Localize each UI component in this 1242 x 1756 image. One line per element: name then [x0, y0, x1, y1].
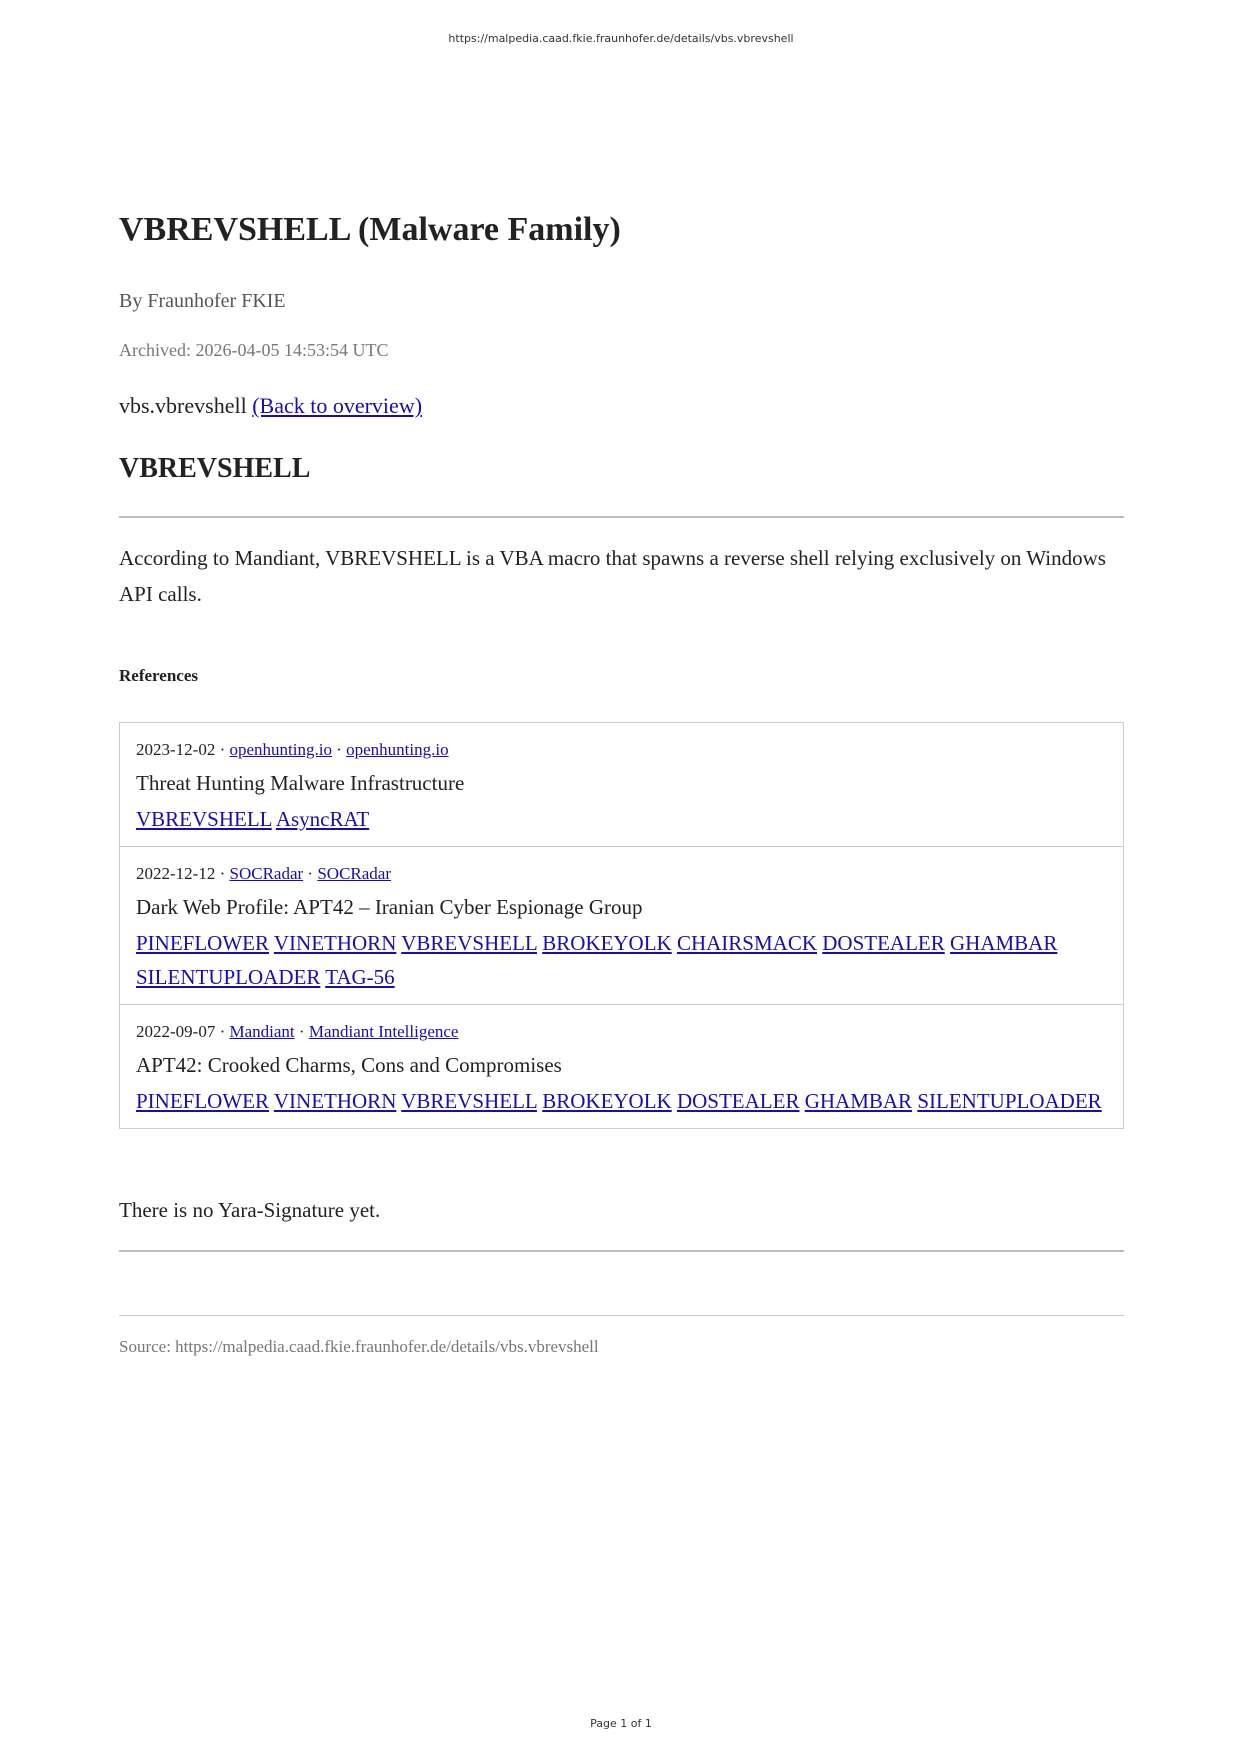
tag-link[interactable]: TAG-56	[325, 965, 395, 989]
back-to-overview-link[interactable]: (Back to overview)	[252, 393, 423, 418]
reference-row	[120, 723, 1123, 846]
tag-link[interactable]: VINETHORN	[273, 1089, 397, 1113]
reference-row	[120, 1004, 1123, 1128]
reference-meta	[136, 739, 1107, 761]
no-yara-notice: There is no Yara-Signature yet.	[119, 1198, 381, 1222]
reference-title: APT42: Crooked Charms, Cons and Compromises	[136, 1053, 562, 1077]
reference-date: 2022-09-07	[136, 1022, 216, 1041]
tag-link[interactable]: BROKEYOLK	[542, 1089, 672, 1113]
reference-date: 2022-12-12	[136, 864, 216, 883]
reference-tags	[136, 802, 1107, 836]
separator-dot: ·	[219, 740, 230, 759]
reference-author-link[interactable]: SOCRadar	[317, 864, 392, 883]
description: According to Mandiant, VBREVSHELL is a VBA macro that spawns a reverse shell relying exclusively on Windows API calls.	[119, 546, 1106, 606]
separator-dot: ·	[298, 1022, 309, 1041]
tag-link[interactable]: DOSTEALER	[822, 931, 945, 955]
reference-title: Threat Hunting Malware Infrastructure	[136, 771, 465, 795]
tag-link[interactable]: VBREVSHELL	[401, 1089, 537, 1113]
divider	[119, 516, 1124, 518]
separator-dot: ·	[307, 864, 318, 883]
tag-link[interactable]: CHAIRSMACK	[676, 931, 817, 955]
separator-dot: ·	[336, 740, 347, 759]
tag-link[interactable]: AsyncRAT	[275, 807, 370, 831]
page-title: VBREVSHELL (Malware Family)	[119, 211, 621, 248]
reference-tags	[136, 1084, 1107, 1118]
divider	[119, 1250, 1124, 1252]
tag-link[interactable]: BROKEYOLK	[542, 931, 672, 955]
reference-org-link[interactable]: Mandiant	[229, 1022, 295, 1041]
references-heading: References	[119, 666, 198, 685]
reference-meta	[136, 863, 1107, 885]
tag-link[interactable]: GHAMBAR	[950, 931, 1058, 955]
divider	[119, 1315, 1124, 1316]
references-table	[119, 722, 1124, 1129]
reference-row	[120, 846, 1123, 1004]
tag-link[interactable]: GHAMBAR	[804, 1089, 913, 1113]
reference-tags	[136, 926, 1107, 994]
tag-link[interactable]: DOSTEALER	[676, 1089, 800, 1113]
separator-dot: ·	[219, 1022, 230, 1041]
reference-meta	[136, 1021, 1107, 1043]
tag-link[interactable]: VBREVSHELL	[136, 807, 272, 831]
source-line: Source: https://malpedia.caad.fkie.fraunhofer.de/details/vbs.vbrevshell	[119, 1337, 599, 1356]
tag-link[interactable]: VINETHORN	[273, 931, 397, 955]
reference-org-link[interactable]: SOCRadar	[229, 864, 304, 883]
byline: By Fraunhofer FKIE	[119, 290, 286, 312]
reference-org-link[interactable]: openhunting.io	[229, 740, 332, 759]
archived-timestamp: Archived: 2026-04-05 14:53:54 UTC	[119, 340, 389, 360]
reference-author-link[interactable]: openhunting.io	[346, 740, 449, 759]
tag-link[interactable]: SILENTUPLOADER	[136, 965, 321, 989]
tag-link[interactable]: PINEFLOWER	[136, 1089, 269, 1113]
tag-link[interactable]: PINEFLOWER	[136, 931, 269, 955]
tag-link[interactable]: VBREVSHELL	[401, 931, 537, 955]
family-id: vbs.vbrevshell	[119, 393, 247, 418]
tag-link[interactable]: SILENTUPLOADER	[917, 1089, 1102, 1113]
separator-dot: ·	[219, 864, 230, 883]
page-number: Page 1 of 1	[590, 1717, 652, 1730]
reference-date: 2023-12-02	[136, 740, 216, 759]
family-id-line	[119, 392, 422, 420]
reference-author-link[interactable]: Mandiant Intelligence	[308, 1022, 459, 1041]
reference-title: Dark Web Profile: APT42 – Iranian Cyber Espionage Group	[136, 895, 643, 919]
section-title: VBREVSHELL	[119, 453, 311, 484]
print-header-url: https://malpedia.caad.fkie.fraunhofer.de/details/vbs.vbrevshell	[448, 32, 794, 45]
